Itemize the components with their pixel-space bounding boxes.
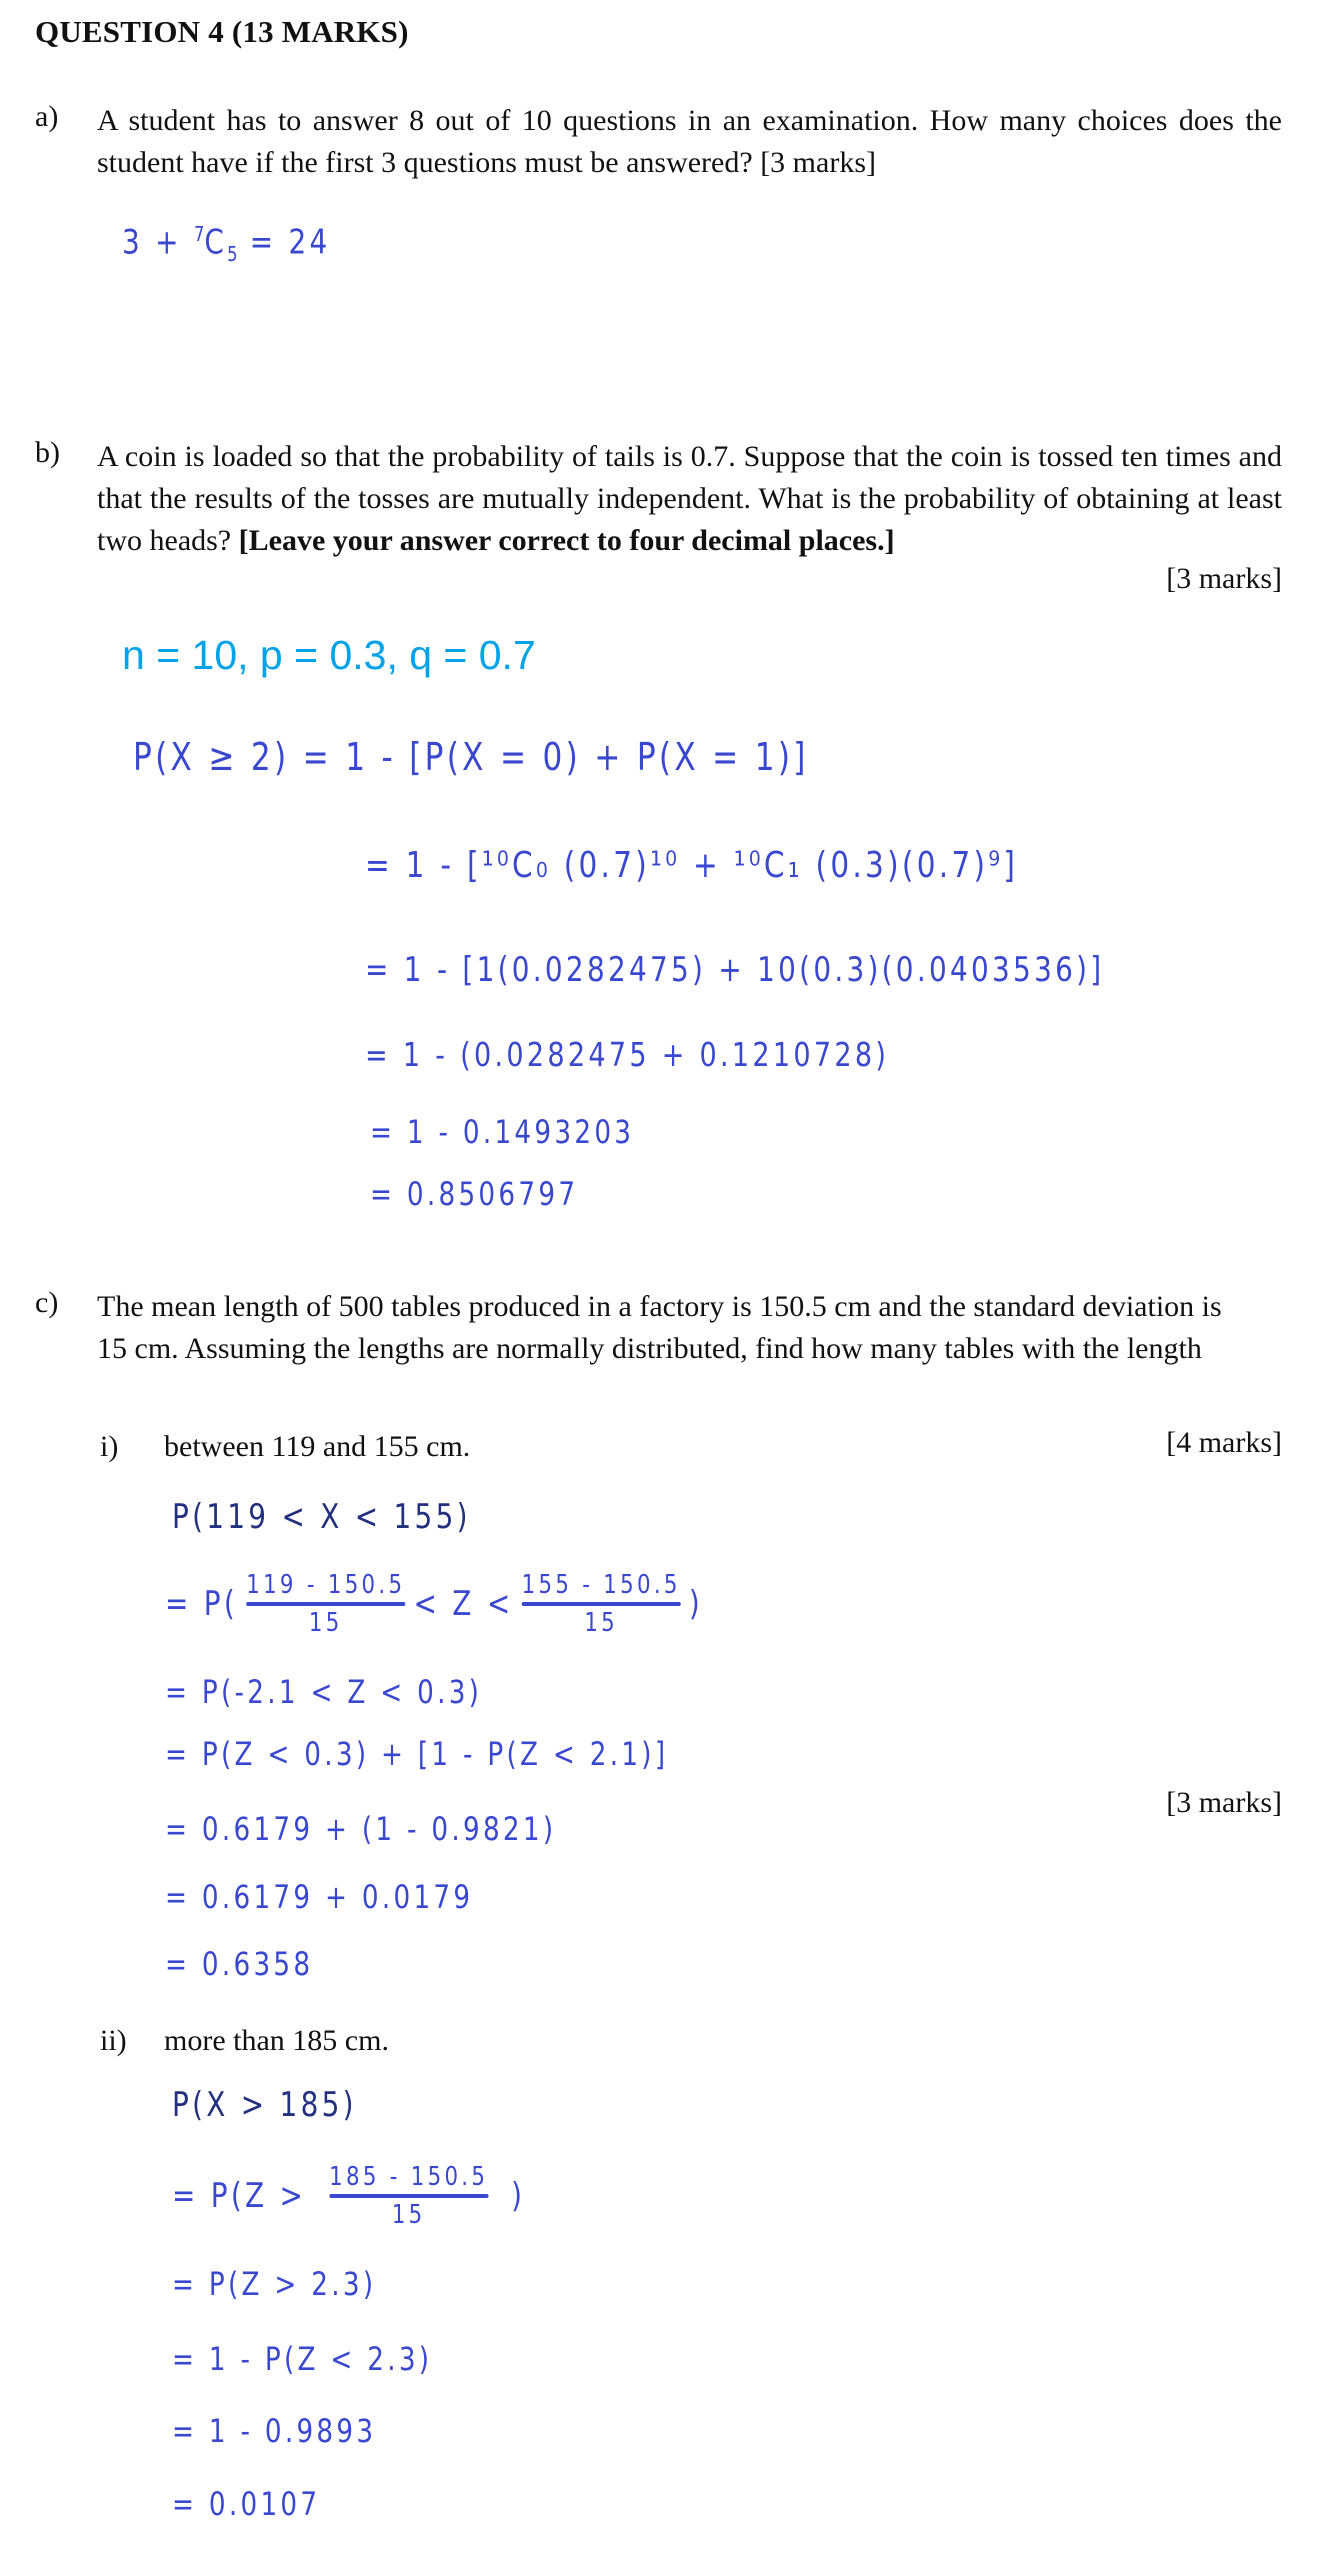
part-c-ii-text: more than 185 cm. — [164, 2024, 389, 2057]
part-c-i-extra-marks: [3 marks] — [1166, 1786, 1282, 1819]
part-b-work-line: = 1 - 0.1493203 — [370, 1113, 635, 1151]
part-c-ii-work-line: = 1 - P(Z < 2.3) — [172, 2340, 433, 2378]
part-c-i-work-line: = P(-2.1 < Z < 0.3) — [165, 1673, 483, 1711]
fraction-upper — [522, 1568, 681, 1640]
part-c-ii-work-line: = P(Z > 2.3) — [172, 2265, 377, 2303]
fraction-denominator: 15 — [308, 1608, 343, 1638]
part-c-i-work-line: = P(Z < 0.3) + [1 - P(Z < 2.1)] — [165, 1735, 669, 1773]
fraction-denominator: 15 — [584, 1608, 619, 1638]
part-b-label: b) — [35, 436, 60, 469]
part-c-i-work-line: = 0.6179 + (1 - 0.9821) — [165, 1810, 557, 1848]
part-b-work-line: = 1 - (0.0282475 + 0.1210728) — [365, 1035, 890, 1074]
fraction-lower — [246, 1568, 405, 1640]
part-c-i-work-line: = 0.6179 + 0.0179 — [165, 1878, 474, 1916]
part-c-i-marks: [4 marks] — [1166, 1426, 1282, 1459]
part-a-label: a) — [35, 100, 59, 133]
page-title: QUESTION 4 (13 MARKS) — [35, 14, 409, 49]
part-c-i-standardize — [165, 1568, 703, 1640]
combination-r: 5 — [227, 242, 238, 267]
frac-lead: = P( — [165, 1584, 239, 1624]
answer-lead: 3 + — [122, 222, 194, 263]
part-b-work-line: = 1 - [¹⁰C₀ (0.7)¹⁰ + ¹⁰C₁ (0.3)(0.7)⁹] — [365, 845, 1019, 886]
part-a-question-text: A student has to answer 8 out of 10 questions in an examination. How many choices does the student have if the first 3 questions must be answered? — [97, 104, 1282, 179]
part-c-i-work-first: P(119 < X < 155) — [172, 1497, 471, 1537]
part-c-i-final-answer: = 0.6358 — [165, 1945, 314, 1983]
combination-symbol: C — [204, 222, 228, 263]
part-c-ii-work-line: = 1 - 0.9893 — [172, 2412, 377, 2450]
fraction — [329, 2160, 488, 2232]
fraction-numerator: 185 - 150.5 — [329, 2162, 489, 2192]
part-b-instruction: [Leave your answer correct to four decimal places.] — [238, 524, 895, 557]
part-b-final-answer: = 0.8506797 — [370, 1175, 579, 1213]
part-a-answer — [122, 222, 331, 266]
part-b-work-line: = 1 - [1(0.0282475) + 10(0.3)(0.0403536)] — [365, 950, 1105, 990]
answer-result: = 24 — [237, 222, 331, 263]
part-b-work-line: P(X ≥ 2) = 1 - [P(X = 0) + P(X = 1)] — [133, 735, 809, 779]
fraction-numerator: 119 - 150.5 — [246, 1570, 406, 1600]
frac-tail: ) — [511, 2176, 526, 2216]
part-a-marks: [3 marks] — [760, 146, 876, 179]
combination-n: 7 — [193, 222, 205, 246]
part-c-i-label: i) — [100, 1430, 119, 1463]
part-b-given-values: n = 10, p = 0.3, q = 0.7 — [122, 632, 536, 678]
part-c-ii-standardize — [172, 2160, 525, 2232]
frac-mid: < Z < — [413, 1584, 514, 1624]
fraction-numerator: 155 - 150.5 — [521, 1570, 681, 1600]
frac-lead: = P(Z > — [172, 2176, 307, 2216]
part-c-i-text: between 119 and 155 cm. — [164, 1430, 471, 1463]
part-b-question — [97, 436, 1282, 562]
part-c-label: c) — [35, 1286, 59, 1319]
part-b-question-text: A coin is loaded so that the probability of tails is 0.7. Suppose that the coin is tossed ten times and that the results of the tosses are mutually independent. What is the probability of obtaining at least two heads? — [97, 440, 1282, 557]
part-c-ii-work-first: P(X > 185) — [172, 2085, 357, 2125]
frac-tail: ) — [688, 1584, 704, 1624]
part-b-marks: [3 marks] — [1166, 562, 1282, 595]
fraction-denominator: 15 — [391, 2200, 426, 2230]
part-c-question: The mean length of 500 tables produced in a factory is 150.5 cm and the standard deviation is 15 cm. Assuming the lengths are normally distributed, find how many tables with the length — [97, 1290, 1222, 1365]
part-c-ii-label: ii) — [100, 2024, 127, 2057]
part-c-ii-final-answer: = 0.0107 — [172, 2485, 321, 2523]
part-a-question — [97, 100, 1282, 184]
